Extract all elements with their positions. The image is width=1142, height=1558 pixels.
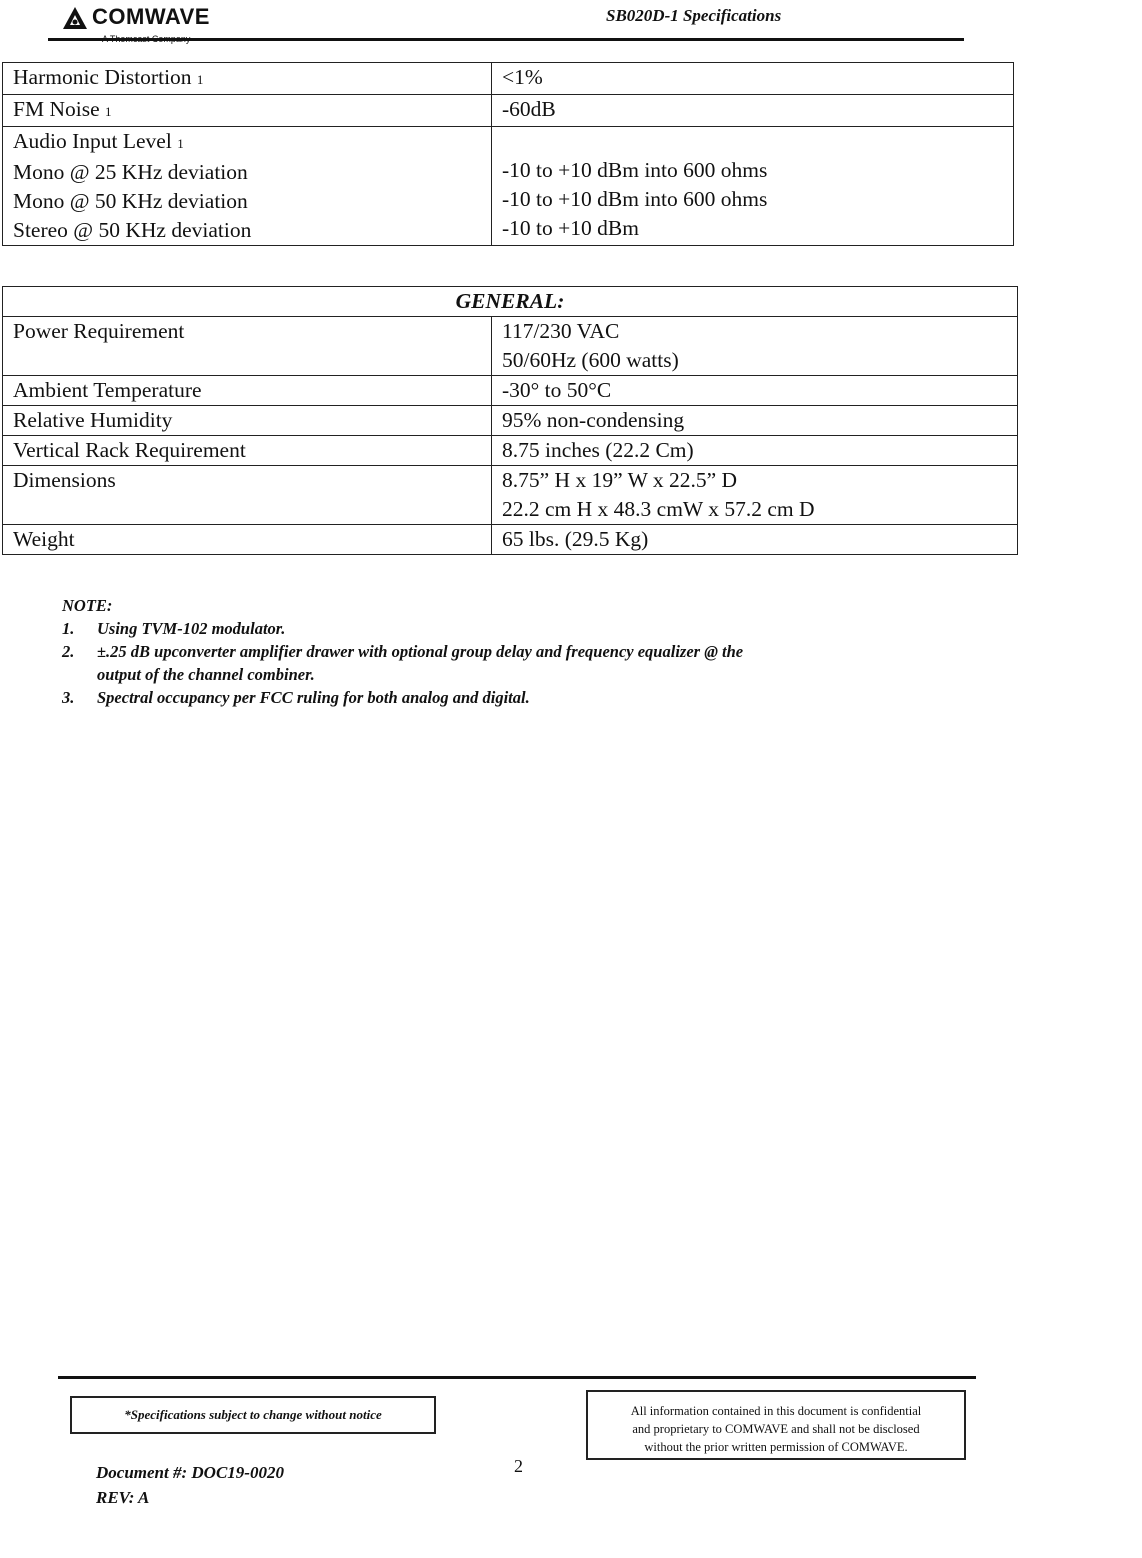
spec-table-general: [2, 286, 1018, 555]
spec-value: 8.75 inches (22.2 Cm): [492, 436, 1018, 466]
table-row: [3, 436, 1018, 466]
spec-label: Power Requirement: [3, 317, 492, 376]
spec-label: Ambient Temperature: [3, 376, 492, 406]
spec-label: Harmonic Distortion 1: [3, 63, 492, 95]
company-logo: [62, 4, 232, 48]
notes-heading: NOTE:: [62, 596, 113, 615]
spec-value: 95% non-condensing: [492, 406, 1018, 436]
logo-text: COMWAVE: [92, 4, 210, 29]
spec-label: Audio Input Level 1 Mono @ 25 KHz deviation Mono @ 50 KHz deviation Stereo @ 50 KHz deviation: [3, 127, 492, 246]
note-item: 2. ±.25 dB upconverter amplifier drawer with optional group delay and frequency equalizer @ the output of the channel combiner.: [62, 642, 744, 684]
document-info: [96, 1460, 284, 1510]
spec-value: -30° to 50°C: [492, 376, 1018, 406]
document-number: Document #: DOC19-0020: [96, 1463, 284, 1482]
spec-label: Weight: [3, 525, 492, 555]
confidentiality-notice: All information contained in this document is confidential and proprietary to COMWAVE and shall not be disclosed without the prior written permission of COMWAVE.: [586, 1390, 966, 1460]
footer-divider: [58, 1376, 976, 1379]
comwave-logo-icon: [62, 6, 88, 30]
spec-value: 65 lbs. (29.5 Kg): [492, 525, 1018, 555]
spec-value: 117/230 VAC 50/60Hz (600 watts): [492, 317, 1018, 376]
spec-change-notice: *Specifications subject to change without notice: [70, 1396, 436, 1434]
note-item: 1. Using TVM-102 modulator.: [62, 619, 286, 638]
spec-value: 8.75” H x 19” W x 22.5” D 22.2 cm H x 48.3 cmW x 57.2 cm D: [492, 466, 1018, 525]
table-row: [3, 406, 1018, 436]
spec-table-audio: [2, 62, 1014, 246]
table-row: [3, 127, 1014, 246]
revision: REV: A: [96, 1488, 150, 1507]
spec-value: -60dB: [492, 95, 1014, 127]
header-divider: [48, 38, 964, 41]
general-heading: GENERAL:: [3, 287, 1018, 317]
document-title: SB020D-1 Specifications: [606, 6, 782, 25]
table-row: [3, 63, 1014, 95]
table-row: [3, 466, 1018, 525]
table-row: [3, 95, 1014, 127]
spec-label: Dimensions: [3, 466, 492, 525]
note-item: 3. Spectral occupancy per FCC ruling for both analog and digital.: [62, 688, 530, 707]
table-row: [3, 525, 1018, 555]
table-row: [3, 317, 1018, 376]
spec-label: Relative Humidity: [3, 406, 492, 436]
notes-section: [62, 594, 743, 709]
spec-value: <1%: [492, 63, 1014, 95]
spec-label: Vertical Rack Requirement: [3, 436, 492, 466]
page-number: 2: [514, 1456, 523, 1476]
table-header-row: [3, 287, 1018, 317]
spec-label: FM Noise 1: [3, 95, 492, 127]
table-row: [3, 376, 1018, 406]
spec-value: -10 to +10 dBm into 600 ohms -10 to +10 dBm into 600 ohms -10 to +10 dBm: [492, 127, 1014, 246]
